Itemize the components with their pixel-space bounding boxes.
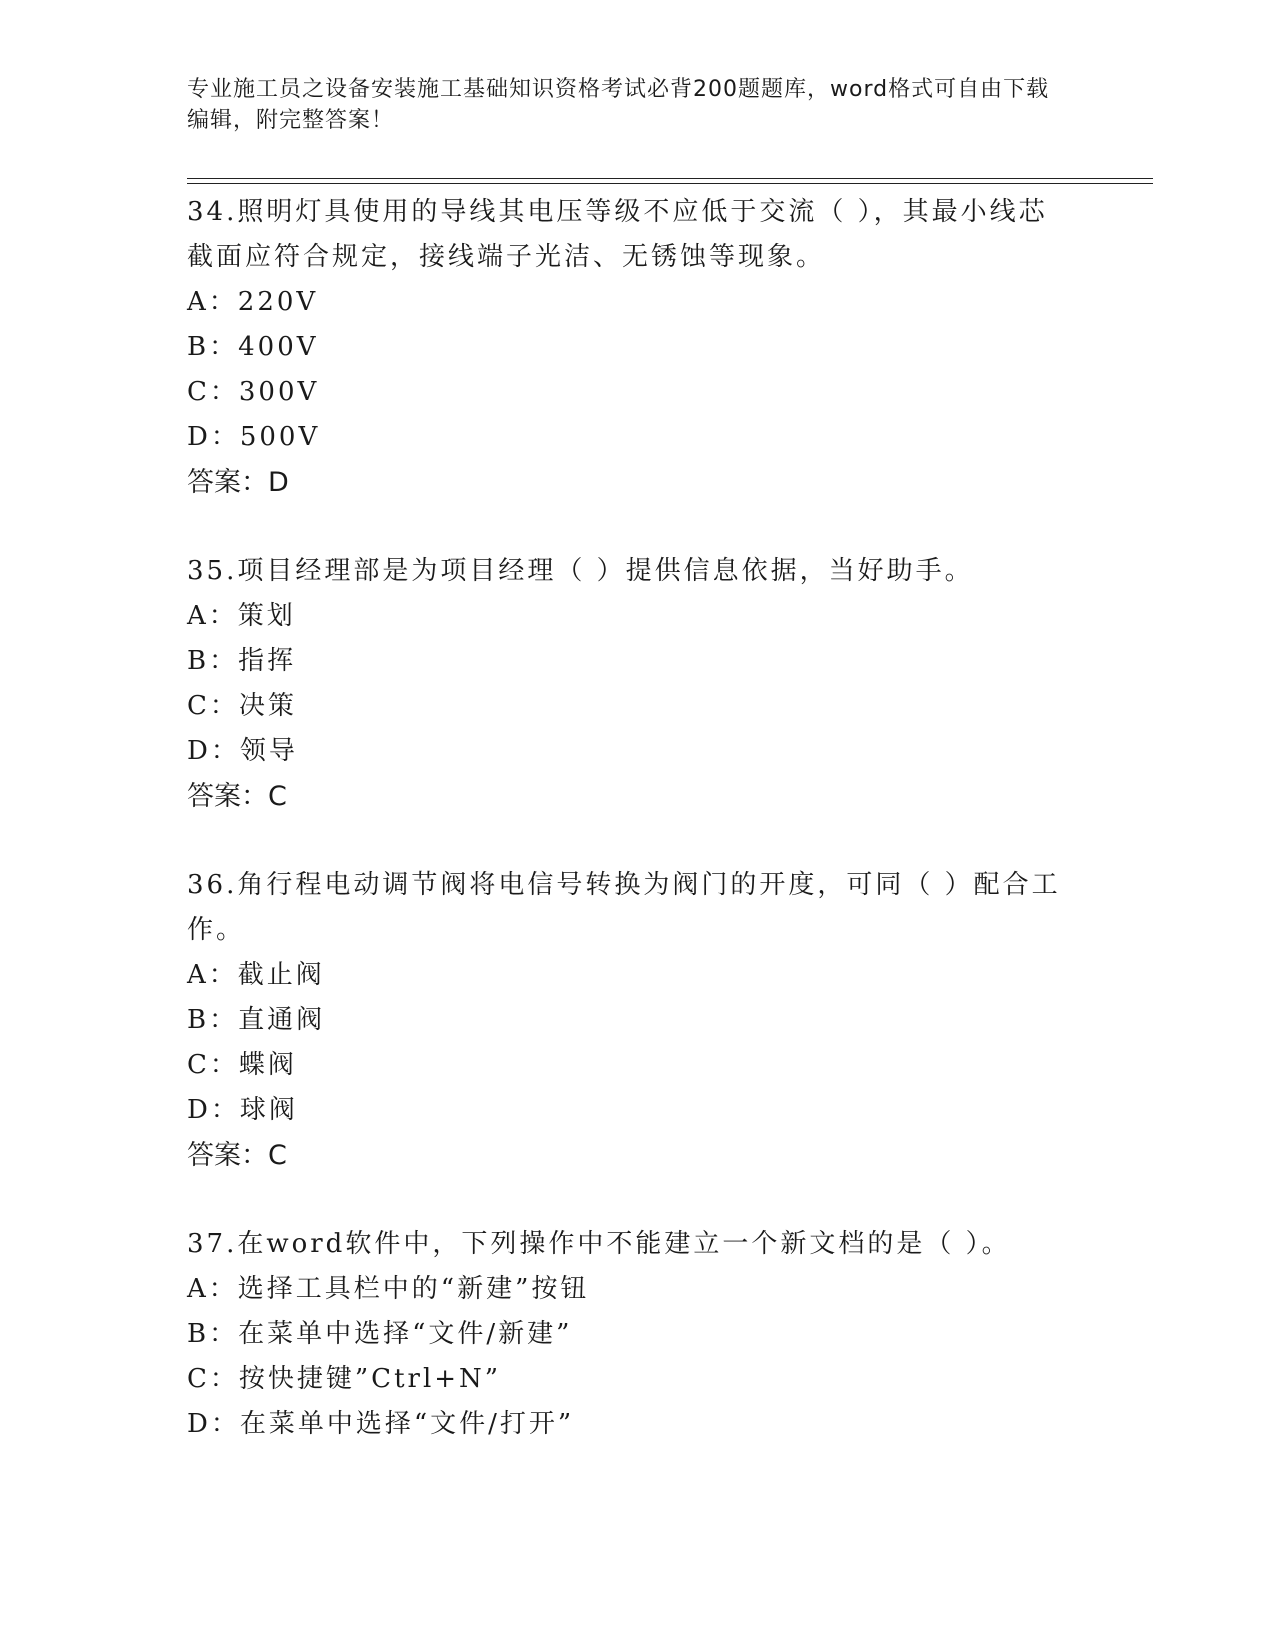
question-list — [187, 190, 1067, 1491]
option-c: C：蝶阀 — [187, 1050, 297, 1080]
option-b: B：直通阀 — [187, 1005, 326, 1035]
option-a: A：220V — [187, 287, 319, 317]
option-a: A：选择工具栏中的“新建”按钮 — [187, 1274, 590, 1304]
option-b: B：400V — [187, 332, 319, 362]
header-divider-top — [187, 178, 1153, 179]
option-a: A：策划 — [187, 601, 296, 631]
question-text: 35.项目经理部是为项目经理（ ）提供信息依据，当好助手。 — [187, 556, 974, 586]
document-header: 专业施工员之设备安装施工基础知识资格考试必背200题题库，word格式可自由下载编辑，附完整答案！ — [187, 77, 1050, 133]
option-c: C：按快捷键”Ctrl+N” — [187, 1364, 502, 1394]
option-b: B：在菜单中选择“文件/新建” — [187, 1319, 573, 1349]
question-text: 37.在word软件中，下列操作中不能建立一个新文档的是（ ）。 — [187, 1229, 1011, 1259]
option-b: B：指挥 — [187, 646, 297, 676]
option-d: D：球阀 — [187, 1095, 298, 1125]
question-35 — [187, 549, 1067, 819]
answer: 答案：C — [187, 781, 287, 812]
option-c: C：决策 — [187, 691, 297, 721]
header-divider-bottom — [187, 183, 1153, 184]
question-37 — [187, 1222, 1067, 1447]
option-d: D：在菜单中选择“文件/打开” — [187, 1409, 575, 1439]
question-36 — [187, 863, 1067, 1178]
option-d: D：500V — [187, 422, 321, 452]
question-text: 34.照明灯具使用的导线其电压等级不应低于交流（ ），其最小线芯截面应符合规定，接线端子光洁、无锈蚀等现象。 — [187, 197, 1048, 272]
answer: 答案：D — [187, 467, 289, 498]
answer: 答案：C — [187, 1140, 287, 1171]
option-a: A：截止阀 — [187, 960, 325, 990]
question-text: 36.角行程电动调节阀将电信号转换为阀门的开度，可同（ ）配合工作。 — [187, 870, 1061, 945]
question-34 — [187, 190, 1067, 505]
option-c: C：300V — [187, 377, 320, 407]
option-d: D：领导 — [187, 736, 298, 766]
